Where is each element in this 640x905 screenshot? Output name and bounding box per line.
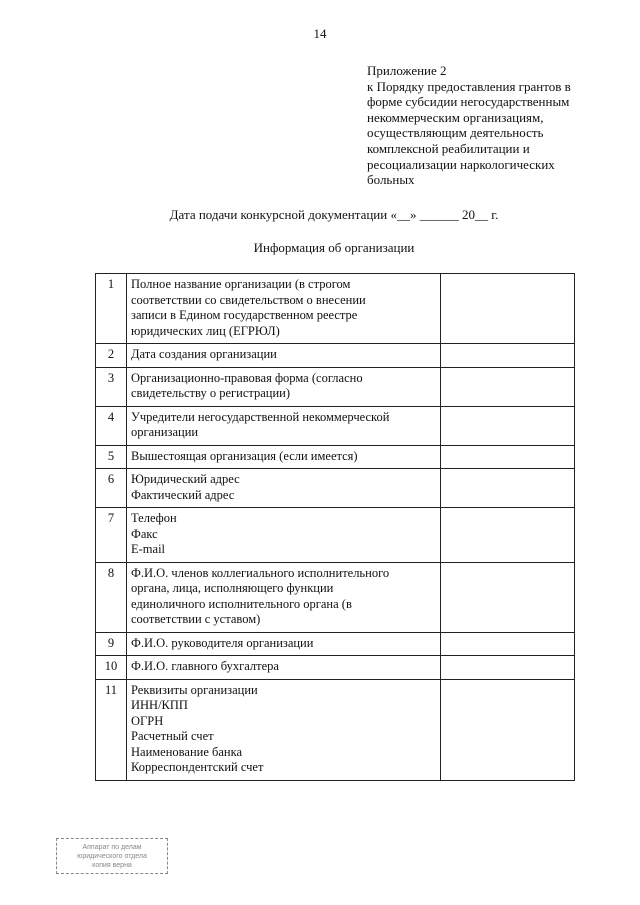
row-label-line: ИНН/КПП (131, 698, 188, 712)
row-value-field[interactable] (441, 469, 575, 508)
row-value-field[interactable] (441, 367, 575, 406)
row-label-line: Ф.И.О. руководителя организации (131, 635, 314, 650)
submission-date-line: Дата подачи конкурсной документации «__» ______ 20__ г. (169, 207, 499, 222)
row-label-line: юридических лиц (ЕГРЮЛ) (131, 323, 280, 338)
appendix-line: осуществляющим деятельность (367, 125, 544, 141)
row-label-line: Юридический адрес (131, 472, 240, 486)
row-label (127, 344, 441, 368)
appendix-line: больных (367, 172, 415, 188)
appendix-line: комплексной реабилитации и (367, 140, 530, 156)
row-label-line: ОГРН (131, 713, 164, 728)
row-label-line: Факс (131, 526, 158, 541)
stamp-line: юридического отдела (77, 853, 147, 860)
row-label (127, 508, 441, 563)
row-label-line: соответствии со свидетельством о внесении (131, 292, 366, 307)
row-label (127, 679, 441, 780)
row-label-line: Ф.И.О. главного бухгалтера (131, 659, 279, 673)
row-value-field[interactable] (441, 406, 575, 445)
table-row (96, 344, 575, 368)
row-label-line: Дата создания организации (131, 347, 277, 361)
row-number: 2 (96, 344, 127, 368)
table-row (96, 367, 575, 406)
row-label-line: свидетельству о регистрации) (131, 386, 291, 400)
row-value-field[interactable] (441, 679, 575, 780)
row-label-line: записи в Едином государственном реестре (131, 308, 358, 322)
row-label-line: E-mail (131, 542, 166, 556)
copy-certification-stamp (56, 838, 168, 874)
appendix-line: к Порядку предоставления грантов в (367, 78, 571, 94)
appendix-line: Приложение 2 (367, 63, 447, 78)
row-label (127, 367, 441, 406)
row-label-line: Ф.И.О. членов коллегиального исполнительного (131, 565, 390, 580)
table-row (96, 406, 575, 445)
row-value-field[interactable] (441, 656, 575, 680)
row-label-line: организации (131, 425, 199, 439)
row-number: 10 (96, 656, 127, 680)
row-label (127, 445, 441, 469)
row-label-line: Телефон (131, 511, 177, 525)
row-label (127, 469, 441, 508)
appendix-line: форме субсидии негосударственным (367, 94, 570, 110)
row-value-field[interactable] (441, 274, 575, 344)
row-label-line: Расчетный счет (131, 729, 214, 743)
row-label (127, 406, 441, 445)
row-value-field[interactable] (441, 344, 575, 368)
row-label (127, 562, 441, 632)
row-label (127, 656, 441, 680)
stamp-line: Аппарат по делам (82, 844, 142, 851)
table-row (96, 469, 575, 508)
row-number: 6 (96, 469, 127, 508)
row-number: 4 (96, 406, 127, 445)
row-label-line: Реквизиты организации (131, 682, 258, 697)
row-value-field[interactable] (441, 632, 575, 656)
appendix-header (367, 63, 602, 188)
row-label (127, 632, 441, 656)
appendix-line: ресоциализации наркологических (367, 156, 555, 172)
table-row (96, 562, 575, 632)
row-label-line: соответствии с уставом) (131, 612, 261, 626)
page-number: 14 (313, 26, 327, 41)
row-value-field[interactable] (441, 445, 575, 469)
row-label-line: Вышестоящая организация (если имеется) (131, 448, 358, 463)
row-label (127, 274, 441, 344)
row-number: 1 (96, 274, 127, 344)
row-label-line: Фактический адрес (131, 487, 235, 502)
row-number: 9 (96, 632, 127, 656)
organization-info-table (95, 273, 575, 781)
row-value-field[interactable] (441, 562, 575, 632)
table-row (96, 656, 575, 680)
table-row (96, 679, 575, 780)
table-row (96, 445, 575, 469)
appendix-line: некоммерческим организациям, (367, 109, 544, 125)
table-row (96, 508, 575, 563)
row-label-line: органа, лица, исполняющего функции (131, 581, 334, 595)
row-number: 3 (96, 367, 127, 406)
stamp-line: копия верна (92, 862, 132, 869)
table-title: Информация об организации (253, 240, 415, 255)
row-label-line: Корреспондентский счет (131, 760, 264, 774)
row-number: 7 (96, 508, 127, 563)
table-row (96, 632, 575, 656)
row-number: 11 (96, 679, 127, 780)
row-label-line: Полное название организации (в строгом (131, 277, 351, 291)
row-label-line: Наименование банка (131, 744, 243, 759)
row-label-line: единоличного исполнительного органа (в (131, 596, 352, 611)
row-label-line: Учредители негосударственной некоммерческой (131, 409, 390, 424)
row-number: 5 (96, 445, 127, 469)
row-number: 8 (96, 562, 127, 632)
row-value-field[interactable] (441, 508, 575, 563)
table-row (96, 274, 575, 344)
row-label-line: Организационно-правовая форма (согласно (131, 370, 363, 385)
